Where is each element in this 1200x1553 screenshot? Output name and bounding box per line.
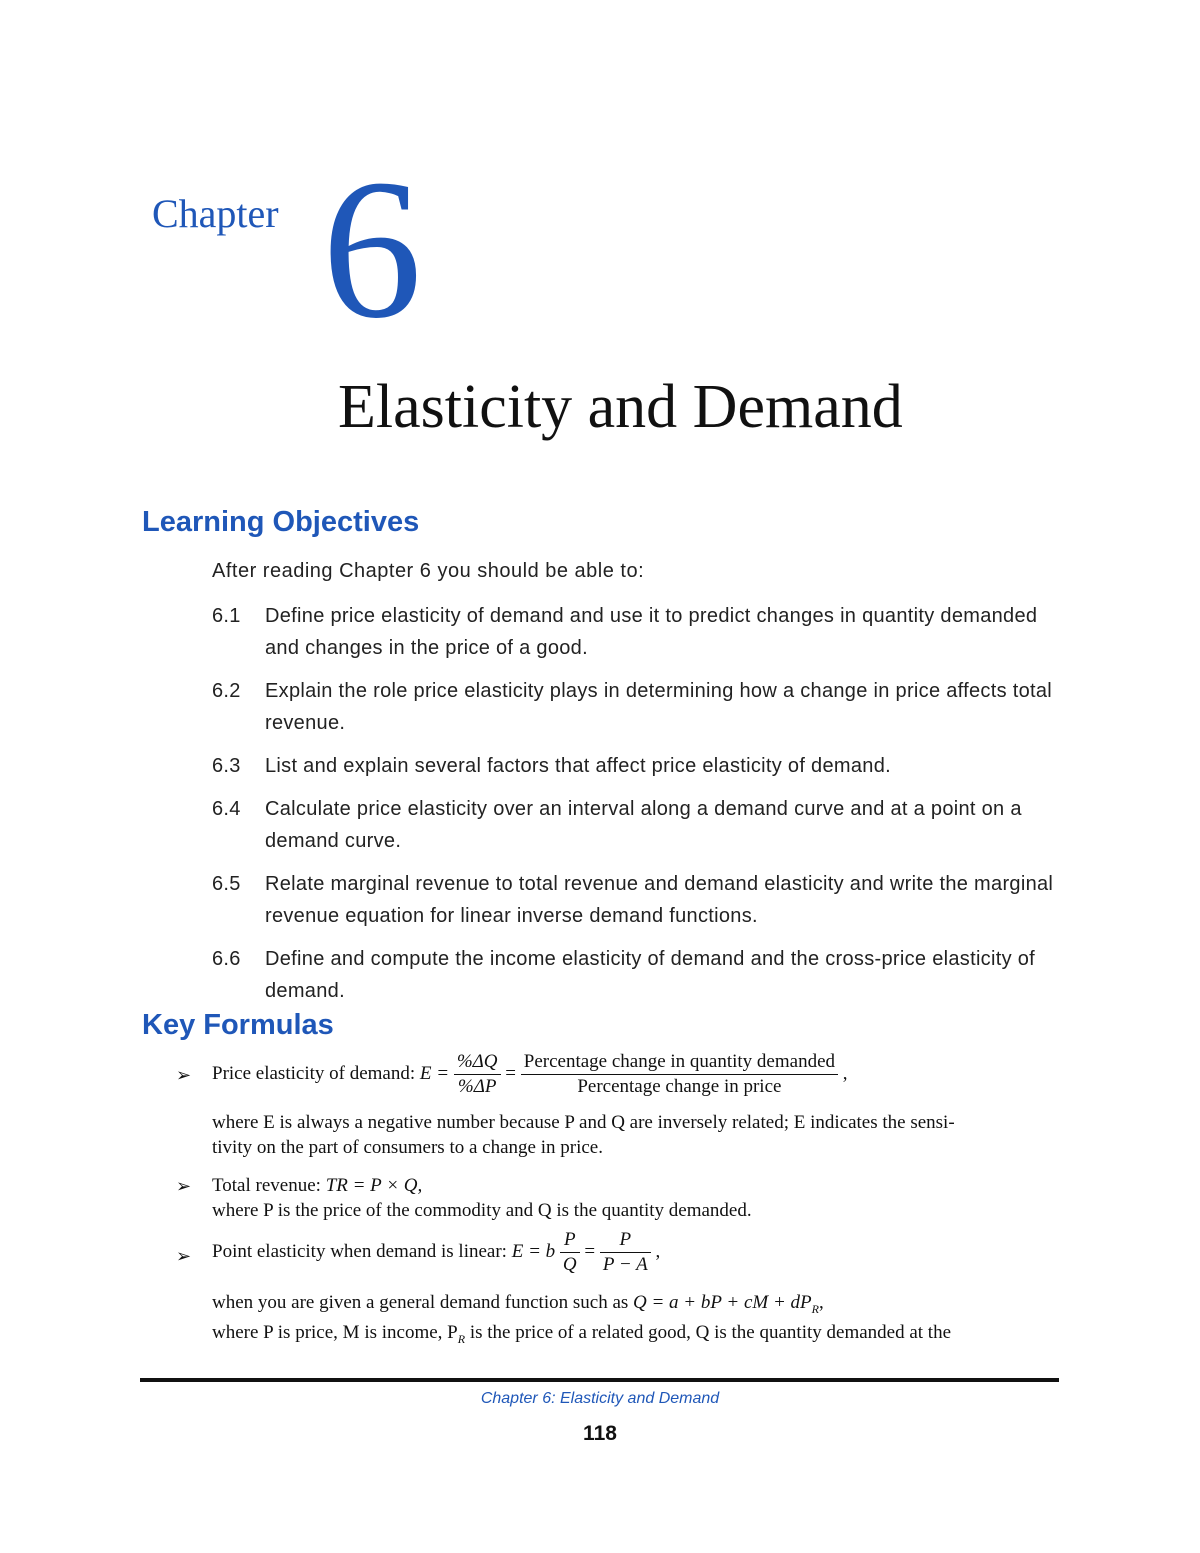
fraction-denominator: Percentage change in price: [577, 1076, 782, 1097]
point-elasticity-formula: [212, 1228, 660, 1277]
objective-number: 6.5: [212, 873, 241, 895]
objective-item: [212, 600, 1062, 664]
demand-function-subscript: R: [811, 1301, 819, 1316]
bullet-arrow-icon: ➢: [176, 1176, 192, 1196]
demand-function-trail: ,: [819, 1292, 824, 1313]
objective-text: Define and compute the income elasticity of demand and the cross-price elasticity of demand.: [265, 948, 1036, 1002]
formula-expression: TR = P × Q,: [325, 1175, 423, 1196]
formula-lhs: E = b: [511, 1240, 556, 1262]
learning-objectives-intro: After reading Chapter 6 you should be able to:: [212, 560, 645, 582]
page-title: Elasticity and Demand: [338, 373, 903, 441]
objective-item: [212, 750, 1062, 782]
footer-chapter-title: Chapter 6: Elasticity and Demand: [480, 1390, 720, 1407]
fraction-numerator: %ΔQ: [454, 1050, 501, 1075]
key-formulas-heading: Key Formulas: [142, 1009, 334, 1041]
objective-text: Explain the role price elasticity plays in determining how a change in price affects total revenue.: [265, 680, 1053, 734]
equals-sign: =: [505, 1062, 516, 1084]
price-elasticity-note-line1: where E is always a negative number because P and Q are inversely related; E indicates the sensi-: [212, 1112, 955, 1133]
fraction-numerator: P: [600, 1228, 651, 1253]
note-text: where P is price, M is income, P: [212, 1322, 458, 1343]
objective-text: Define price elasticity of demand and use it to predict changes in quantity demanded and changes in the price of a good.: [265, 605, 1038, 659]
fraction-denominator: Q: [562, 1254, 577, 1275]
formula-lhs: E =: [419, 1062, 450, 1084]
footer-divider: [140, 1378, 1059, 1382]
objective-item: [212, 675, 1062, 739]
objective-number: 6.6: [212, 948, 241, 970]
objective-number: 6.2: [212, 680, 241, 702]
formula-trail: ,: [655, 1240, 661, 1262]
fraction-numerator: P: [560, 1228, 580, 1253]
fraction-denominator: %ΔP: [457, 1076, 497, 1097]
total-revenue-note: where P is the price of the commodity and Q is the quantity demanded.: [212, 1200, 752, 1221]
learning-objectives-heading: Learning Objectives: [142, 506, 420, 538]
formula-label: Price elasticity of demand:: [212, 1062, 416, 1084]
price-elasticity-formula: [212, 1050, 848, 1099]
fraction-denominator: P − A: [602, 1254, 648, 1275]
bullet-arrow-icon: ➢: [176, 1065, 192, 1085]
note-text: when you are given a general demand function such as: [212, 1292, 629, 1313]
chapter-word: Chapter: [152, 191, 279, 236]
point-elasticity-note-line2: [212, 1322, 951, 1347]
formula-label: Point elasticity when demand is linear:: [212, 1240, 507, 1262]
fraction-percentage-words: [521, 1050, 838, 1099]
objective-text: Relate marginal revenue to total revenue and demand elasticity and write the marginal revenue equation for linear inverse demand functions.: [265, 873, 1054, 927]
formula-trail: ,: [842, 1062, 848, 1084]
fraction-p-over-q: [560, 1228, 580, 1277]
objective-item: [212, 793, 1062, 857]
fraction-percent-change: [454, 1050, 501, 1099]
objective-text: List and explain several factors that affect price elasticity of demand.: [265, 755, 891, 777]
objective-number: 6.3: [212, 755, 241, 777]
fraction-numerator: Percentage change in quantity demanded: [521, 1050, 838, 1075]
demand-function: Q = a + bP + cM + dP: [633, 1292, 812, 1313]
objective-number: 6.4: [212, 798, 241, 820]
note-subscript: R: [457, 1331, 466, 1346]
page-number: 118: [583, 1422, 617, 1445]
note-text-rest: is the price of a related good, Q is the quantity demanded at the: [465, 1322, 952, 1343]
chapter-number: 6: [322, 139, 422, 360]
bullet-arrow-icon: ➢: [176, 1246, 192, 1266]
formula-label: Total revenue:: [212, 1175, 321, 1196]
objective-text: Calculate price elasticity over an interval along a demand curve and at a point on a demand curve.: [265, 798, 1022, 852]
point-elasticity-note-line1: [212, 1292, 824, 1317]
objective-number: 6.1: [212, 605, 241, 627]
objective-item: [212, 868, 1062, 932]
objectives-list: [212, 600, 1062, 1018]
total-revenue-formula: [212, 1175, 422, 1197]
price-elasticity-note-line2: tivity on the part of consumers to a change in price.: [212, 1137, 603, 1158]
objective-item: [212, 943, 1062, 1007]
fraction-p-over-p-minus-a: [600, 1228, 651, 1277]
equals-sign: =: [584, 1240, 596, 1262]
